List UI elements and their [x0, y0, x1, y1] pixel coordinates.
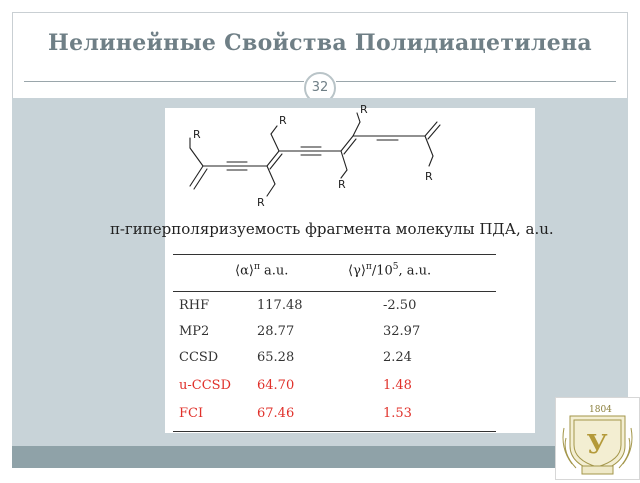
polydiacetylene-structure [175, 98, 465, 218]
method-cell: FCI [179, 406, 204, 421]
slide-title: Нелинейные Свойства Полидиацетилена [48, 30, 592, 56]
r-label: R [193, 128, 201, 141]
alpha-cell: 117.48 [257, 298, 303, 313]
r-label: R [257, 196, 265, 209]
logo-letter: У [586, 430, 608, 460]
method-cell: CCSD [179, 350, 219, 365]
gamma-unit: , a.u. [398, 263, 432, 279]
table-caption: π-гиперполяризуемость фрагмента молекулы ПДА, a.u. [110, 220, 554, 238]
method-cell: u-CCSD [179, 378, 231, 393]
r-label: R [360, 103, 368, 116]
table-row [173, 322, 496, 344]
table-row [173, 348, 496, 370]
alpha-header [235, 262, 288, 278]
table-row [173, 376, 496, 398]
gamma-cell: 32.97 [383, 324, 421, 339]
page-number: 32 [304, 72, 336, 104]
gamma-exponent: 5 [392, 262, 399, 272]
gamma-symbol: ⟨γ⟩ [348, 263, 366, 279]
gamma-superscript: π [365, 262, 372, 272]
gamma-cell: 1.48 [383, 378, 412, 393]
gamma-cell: 1.53 [383, 406, 412, 421]
table-row [173, 296, 496, 318]
alpha-cell: 28.77 [257, 324, 295, 339]
alpha-unit: a.u. [264, 263, 289, 279]
gamma-cell: -2.50 [383, 298, 417, 313]
university-crest-icon [556, 398, 639, 479]
alpha-superscript: π [253, 262, 260, 272]
gamma-divisor: /10 [371, 263, 393, 279]
title-divider-left [24, 81, 304, 82]
table-bottom-rule [173, 431, 496, 432]
table-top-rule [173, 254, 496, 255]
university-logo [555, 397, 640, 480]
table-row [173, 404, 496, 426]
table-header-rule [173, 291, 496, 292]
method-cell: RHF [179, 298, 210, 313]
alpha-cell: 67.46 [257, 406, 295, 421]
gamma-cell: 2.24 [383, 350, 412, 365]
alpha-cell: 64.70 [257, 378, 295, 393]
logo-year: 1804 [589, 405, 612, 415]
bottom-band [12, 446, 555, 468]
r-label: R [425, 170, 433, 183]
alpha-cell: 65.28 [257, 350, 295, 365]
title-divider-right [336, 81, 616, 82]
method-cell: MP2 [179, 324, 210, 339]
alpha-symbol: ⟨α⟩ [235, 263, 254, 279]
gamma-header [348, 262, 431, 278]
r-label: R [338, 178, 346, 191]
r-label: R [279, 114, 287, 127]
